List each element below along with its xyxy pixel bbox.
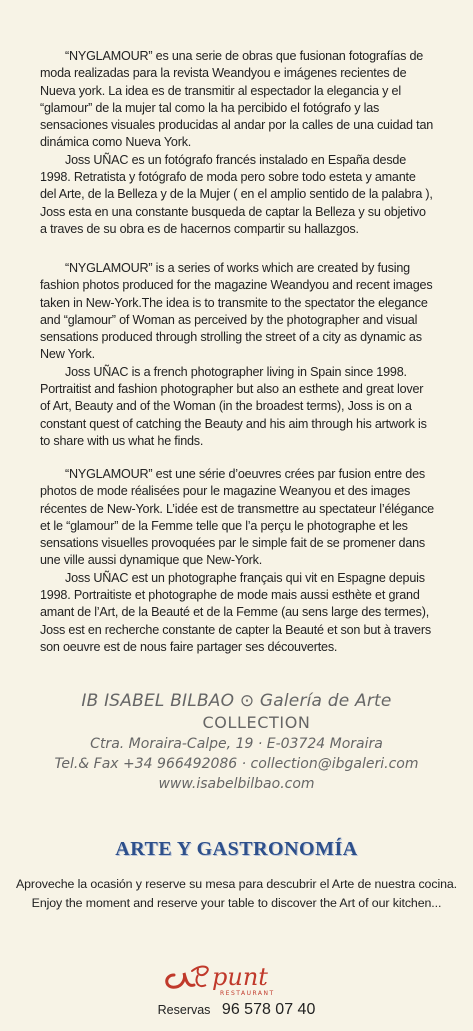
spanish-text-block bbox=[40, 48, 435, 238]
french-text-block bbox=[40, 466, 435, 656]
svg-text:punt: punt bbox=[211, 963, 268, 991]
reservas-label: Reservas bbox=[157, 1003, 211, 1017]
gallery-address: Ctra. Moraira-Calpe, 19 · E-03724 Moraira bbox=[90, 736, 383, 752]
reservas-phone[interactable]: 96 578 07 40 bbox=[221, 1001, 316, 1018]
english-text-block bbox=[40, 260, 435, 450]
restaurant-logo bbox=[0, 945, 473, 1004]
english-paragraph-2: Joss UÑAC is a french photographer living in Spain since 1998. Portraitist and fashion photographer but also an esthete and great lover of Art, Beauty and of the Woman (in the broadest terms), Joss is on a constant quest of catching the Beauty and his aim through his artwork is to share with us what he finds. bbox=[40, 364, 427, 448]
french-paragraph-2: Joss UÑAC est un photographe français qui vit en Espagne depuis 1998. Portraitiste et photographe de mode mais aussi esthète et grand amant de l’Art, de la Beauté et de la Femme (au sens large des termes), Joss est en recherche constante de capter la Beauté et son but à travers son oeuvre est de nous faire partager ses découvertes. bbox=[40, 570, 431, 654]
restaurant-logo-icon bbox=[162, 945, 312, 999]
gallery-name: IB ISABEL BILBAO ⊙ Galería de Arte bbox=[81, 691, 392, 711]
english-paragraph-1: “NYGLAMOUR” is a series of works which are created by fusing fashion photos produced for the magazine Weandyou and recent images taken in New-York.The idea is to transmite to the spectator the elegance and “glamour” of Woman as perceived by the photographer and visual sensations produced through strolling the street of a city as dynamic as New York. bbox=[40, 261, 433, 362]
promo-invite bbox=[0, 875, 473, 913]
french-paragraph-1: “NYGLAMOUR” est une série d’oeuvres crées par fusion entre des photos de mode réalisées pour le magazine Weanyou et des images récentes de New-York. L’idée est de transmettre au spectateur l’élégance et le “glamour” de la Femme telle que l’a perçu le photographe et les sensations visuelles provoquées par le simple fait de se promener dans une ville aussi dynamique que New-York. bbox=[40, 467, 434, 568]
gallery-info bbox=[0, 690, 473, 794]
spanish-paragraph-1: “NYGLAMOUR” es una serie de obras que fusionan fotografías de moda realizadas para la revista Weandyou e imágenes recientes de Nueva york. La idea es de transmitir al espectador la elegancia y el “glamour” de la mujer tal como la ha percibido el fotógrafo y las sensaciones visuales producidas al andar por la calles de una cuidad tan dinámica como Nueva York. bbox=[40, 49, 434, 150]
promo-line-spanish: Aproveche la ocasión y reserve su mesa para descubrir el Arte de nuestra cocina. bbox=[15, 877, 458, 891]
logo-subtitle: RESTAURANT bbox=[219, 990, 275, 997]
promo-headline: ARTE Y GASTRONOMÍA bbox=[115, 838, 358, 860]
gallery-collection: COLLECTION bbox=[202, 713, 311, 732]
spanish-paragraph-2: Joss UÑAC es un fotógrafo francés instalado en España desde 1998. Retratista y fotógrafo de moda pero sobre todo esteta y amante del Arte, de la Belleza y de la Mujer ( en el amplio sentido de la palabra ), Joss esta en una constante busqueda de captar la Belleza y su objetivo a traves de su obra es de hacernos compartir su hallazgos. bbox=[40, 152, 433, 236]
gallery-website[interactable]: www.isabelbilbao.com bbox=[158, 776, 315, 792]
gallery-contact: Tel.& Fax +34 966492086 · collection@ibgaleri.com bbox=[54, 756, 419, 772]
promo-line-english: Enjoy the moment and reserve your table to discover the Art of our kitchen... bbox=[31, 896, 442, 910]
reservations bbox=[0, 1001, 473, 1019]
